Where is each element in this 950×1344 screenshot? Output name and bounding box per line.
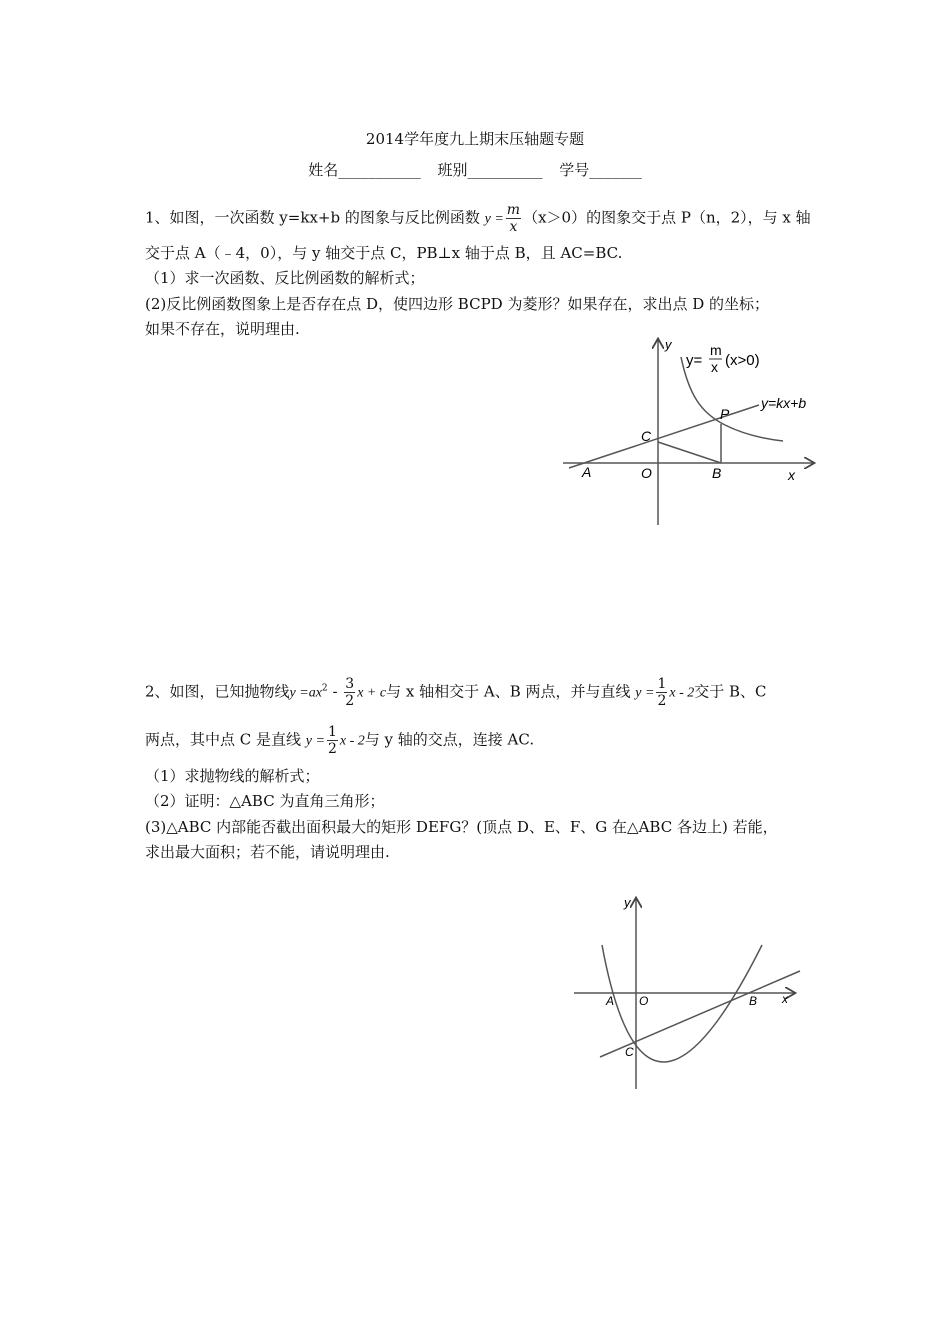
q2-line2-fraction [327,724,338,757]
student-info-line [0,159,950,180]
q1-line1 [145,202,811,235]
q2-line-tail: x - 2 [669,685,695,701]
q1-part1: （1）求一次函数、反比例函数的解析式； [145,269,425,287]
q2-line-num: 1 [657,676,667,692]
q2-line2-lhs: y = [305,733,325,749]
fig1-curve-label-num: m [710,342,722,358]
fig2-x-label: x [782,992,788,1006]
fig1-point-o: O [641,465,652,481]
fig1-curve-label-cond: (x>0) [725,352,760,369]
q2-text-line2-a: 两点，其中点 C 是直线 [145,730,302,749]
number-field: 学号_______ [559,161,642,179]
fig2-point-c: C [625,1045,634,1059]
fig2-point-b: B [749,994,758,1008]
q1-part2b: 如果不存在，说明理由. [145,320,300,338]
q2-line1 [145,676,767,709]
fig1-point-p: P [720,406,730,422]
figure-1 [555,335,835,530]
q2-parabola-fraction [344,676,355,709]
q2-text-c: 交于 B、C [694,682,767,701]
q1-fraction [506,202,521,235]
q2-text-a: 2、如图，已知抛物线 [145,682,290,701]
q2-text-b: 与 x 轴相交于 A、B 两点，并与直线 [386,682,631,701]
q2-line2-tail: x - 2 [339,733,365,749]
class-field: 班别__________ [437,161,543,179]
q2-line-den: 2 [657,693,667,709]
q2-text-line2-b: 与 y 轴的交点，连接 AC. [364,730,535,749]
fig1-curve-label-lhs: y= [686,352,703,369]
q2-parabola-minus: - [332,682,338,701]
q2-parabola-num: 3 [345,676,355,692]
fig1-y-label: y [665,337,672,352]
name-field: 姓名___________ [308,161,421,179]
q1-frac-den: x [509,219,518,235]
q1-text-b: （x＞0）的图象交于点 P（n，2），与 x 轴 [523,208,811,227]
fig1-line [569,405,759,468]
q2-part3b: 求出最大面积；若不能，请说明理由. [145,843,390,861]
fig2-point-o: O [639,994,649,1008]
q1-text-a: 1、如图，一次函数 y=kx+b 的图象与反比例函数 [145,208,480,227]
q2-line-fraction [656,676,667,709]
q1-line2: 交于点 A（﹣4，0），与 y 轴交于点 C，PB⊥x 轴于点 B，且 AC=BC. [145,244,623,262]
q2-parabola-den: 2 [345,693,355,709]
fig1-curve-label-den: x [711,359,718,375]
page-title: 2014学年度九上期末压轴题专题 [365,130,585,148]
q1-frac-lhs: y = [484,211,504,227]
q1-part2: (2)反比例函数图象上是否存在点 D，使四边形 BCPD 为菱形？如果存在，求出点 D 的坐标； [145,295,770,313]
q2-part3: (3)△ABC 内部能否截出面积最大的矩形 DEFG？(顶点 D、E、F、G 在△ABC 各边上) 若能， [145,818,778,836]
fig1-x-label: x [788,467,795,483]
fig2-point-a: A [606,994,615,1008]
fig1-segment-cb [658,442,721,463]
q2-part1: （1）求抛物线的解析式； [145,767,320,785]
fig1-line-label: y=kx+b [761,395,807,411]
q2-line2-den: 2 [327,741,337,757]
q2-parabola-exp: 2 [321,683,328,694]
q2-part2: （2）证明：△ABC 为直角三角形； [145,792,385,810]
fig1-point-b: B [712,465,722,481]
q2-parabola-tail: x + c [357,685,387,701]
q2-line2-num: 1 [327,724,337,740]
fig1-point-c: C [641,428,652,444]
q2-line2 [145,724,534,757]
fig1-point-a: A [582,464,592,480]
q2-line-lhs: y = [635,685,655,701]
q2-parabola-lhs: y =ax [289,685,322,701]
figure-2 [568,893,808,1093]
q1-frac-num: m [506,202,521,218]
fig2-y-label: y [624,895,631,910]
